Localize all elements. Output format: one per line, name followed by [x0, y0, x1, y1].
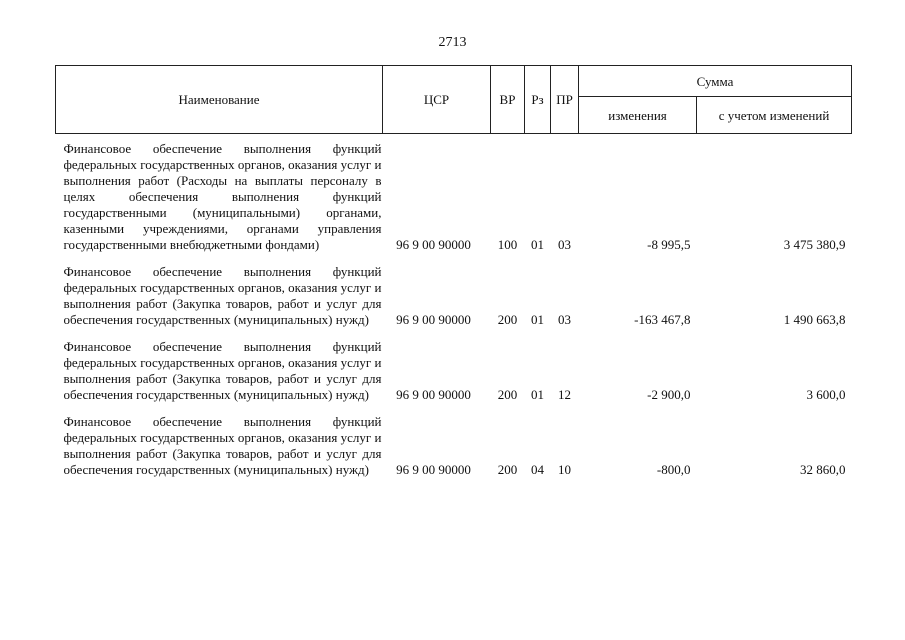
row-csr: 96 9 00 90000: [396, 387, 471, 402]
table-row: [56, 134, 852, 258]
budget-table: [55, 65, 852, 482]
header-csr: ЦСР: [383, 66, 491, 134]
table-row: [56, 407, 852, 482]
row-change: -800,0: [656, 462, 691, 477]
row-rz: 01: [531, 387, 544, 402]
row-name: Финансовое обеспечение выполнения функций федеральных государственных органов, оказания услуг и выполнения работ (Расходы на выплаты персоналу в целях обеспечения выполнения функций государственными (муниципальными) органами, казенными учреждениями, органами управления государственными внебюджетными фондами): [63, 141, 382, 252]
table-row: [56, 332, 852, 407]
row-with-change: 32 860,0: [800, 462, 846, 477]
row-rz: 01: [531, 312, 544, 327]
row-name: Финансовое обеспечение выполнения функций федеральных государственных органов, оказания услуг и выполнения работ (Закупка товаров, работ и услуг для обеспечения государственных (муниципальных) нужд): [63, 414, 382, 477]
header-vr: ВР: [491, 66, 525, 134]
row-pr: 12: [558, 387, 571, 402]
header-name: Наименование: [56, 66, 383, 134]
row-change: -8 995,5: [647, 237, 691, 252]
table-row: [56, 257, 852, 332]
row-change: -2 900,0: [647, 387, 691, 402]
row-vr: 200: [497, 312, 518, 327]
row-vr: 200: [497, 462, 518, 477]
row-with-change: 1 490 663,8: [783, 312, 846, 327]
header-sum: Сумма: [579, 66, 852, 97]
row-with-change: 3 600,0: [806, 387, 846, 402]
row-with-change: 3 475 380,9: [783, 237, 846, 252]
row-change: -163 467,8: [634, 312, 691, 327]
row-pr: 03: [558, 237, 571, 252]
row-pr: 03: [558, 312, 571, 327]
header-pr: ПР: [551, 66, 579, 134]
row-csr: 96 9 00 90000: [396, 312, 471, 327]
row-name: Финансовое обеспечение выполнения функций федеральных государственных органов, оказания услуг и выполнения работ (Закупка товаров, работ и услуг для обеспечения государственных (муниципальных) нужд): [63, 264, 382, 327]
row-csr: 96 9 00 90000: [396, 237, 471, 252]
row-rz: 04: [531, 462, 544, 477]
header-change: изменения: [579, 97, 697, 134]
header-rz: Рз: [525, 66, 551, 134]
page-number: 2713: [438, 35, 467, 50]
row-pr: 10: [558, 462, 571, 477]
row-vr: 200: [497, 387, 518, 402]
row-csr: 96 9 00 90000: [396, 462, 471, 477]
row-rz: 01: [531, 237, 544, 252]
header-with-change: с учетом изменений: [697, 97, 852, 134]
row-name: Финансовое обеспечение выполнения функций федеральных государственных органов, оказания услуг и выполнения работ (Закупка товаров, работ и услуг для обеспечения государственных (муниципальных) нужд): [63, 339, 382, 402]
row-vr: 100: [497, 237, 518, 252]
